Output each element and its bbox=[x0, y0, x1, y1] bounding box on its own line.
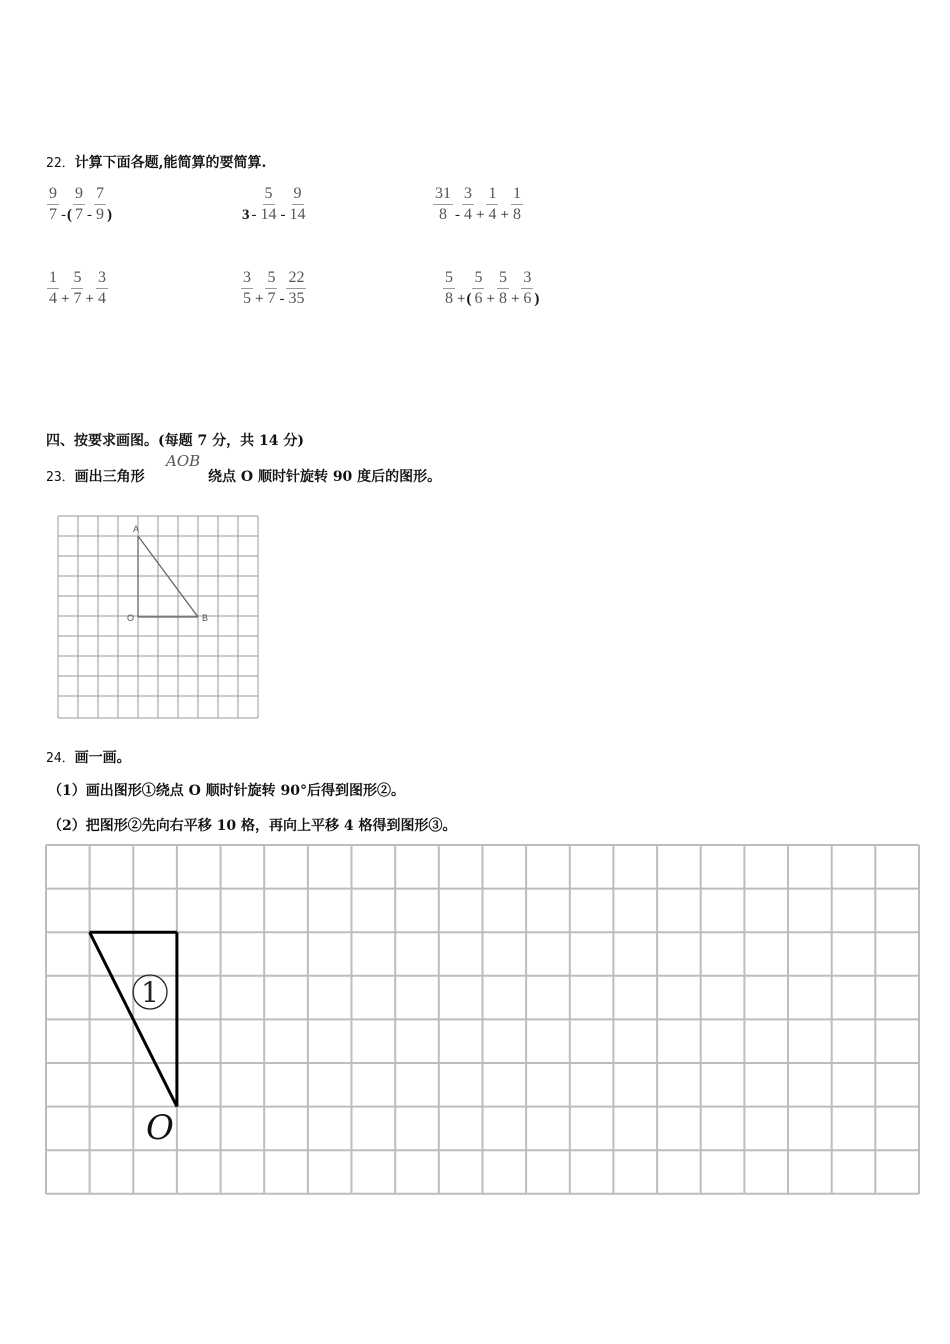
expression-1: $\frac{9}{7}$ - ( $\frac{9}{7}$ - $\frac{7}{9}$ ) bbox=[49, 185, 112, 223]
q24-sub-question-2: （2）把图形②先向右平移 10 格，再向上平移 4 格得到图形③。 bbox=[48, 818, 457, 834]
label-b: B bbox=[202, 613, 209, 623]
expression-5: $\frac{3}{5}$ + $\frac{5}{7}$ - $\frac{22}{35}$ bbox=[243, 269, 305, 307]
section-4-heading: 四、按要求画图。(每题 7 分，共 14 分) bbox=[46, 433, 304, 449]
question-number: 22． bbox=[46, 156, 75, 171]
question-text: 画一画。 bbox=[74, 750, 131, 766]
fraction: $\frac{31}{8}$ bbox=[435, 185, 451, 223]
fraction: $\frac{5}{7}$ bbox=[73, 269, 82, 307]
question-24-title bbox=[46, 747, 131, 767]
fraction: $\frac{1}{8}$ bbox=[512, 185, 521, 223]
expression-2: 3 - $\frac{5}{14}$ - $\frac{9}{14}$ bbox=[242, 185, 306, 223]
label-a: A bbox=[133, 524, 140, 534]
fraction: $\frac{5}{7}$ bbox=[267, 269, 276, 307]
fraction: $\frac{3}{4}$ bbox=[464, 185, 472, 223]
question-text-after: 绕点 O 顺时针旋转 90 度后的图形。 bbox=[208, 469, 442, 485]
circled-1-label bbox=[133, 975, 167, 1009]
fraction: $\frac{5}{6}$ bbox=[474, 269, 483, 307]
q24-grid-figure bbox=[44, 843, 922, 1197]
fraction: $\frac{5}{8}$ bbox=[498, 269, 507, 307]
expression-6: $\frac{5}{8}$ + ( $\frac{5}{6}$ + $\frac{5}{8}$ + $\frac{3}{6}$ ) bbox=[445, 269, 540, 307]
fraction: $\frac{3}{6}$ bbox=[523, 269, 532, 307]
math-label-aob: AOB bbox=[166, 452, 201, 470]
expression-4: $\frac{1}{4}$ + $\frac{5}{7}$ + $\frac{3}{4}$ bbox=[49, 269, 106, 307]
point-o-label: O bbox=[146, 1108, 174, 1148]
fraction: $\frac{9}{7}$ bbox=[49, 185, 57, 223]
question-text: 计算下面各题,能简算的要简算. bbox=[74, 155, 267, 171]
fraction: $\frac{7}{9}$ bbox=[96, 185, 104, 223]
q23-grid-figure bbox=[56, 514, 262, 722]
fraction: $\frac{5}{14}$ bbox=[260, 185, 277, 223]
question-number: 23． bbox=[46, 470, 75, 485]
fraction: $\frac{3}{4}$ bbox=[97, 269, 106, 307]
fraction: $\frac{1}{4}$ bbox=[49, 269, 57, 307]
expression-3: $\frac{31}{8}$ - $\frac{3}{4}$ + $\frac{1}{4}$ + $\frac{1}{8}$ bbox=[435, 185, 521, 223]
question-number: 24． bbox=[46, 751, 75, 766]
question-text-before: 画出三角形 bbox=[74, 469, 145, 485]
question-22-title bbox=[46, 152, 266, 172]
fraction: $\frac{3}{5}$ bbox=[243, 269, 251, 307]
fraction: $\frac{5}{8}$ bbox=[445, 269, 453, 307]
fraction: $\frac{9}{14}$ bbox=[289, 185, 306, 223]
q24-sub-question-1: （1）画出图形①绕点 O 顺时针旋转 90°后得到图形②。 bbox=[48, 783, 406, 799]
label-o: O bbox=[127, 613, 135, 623]
fraction: $\frac{1}{4}$ bbox=[488, 185, 497, 223]
question-23-title bbox=[46, 466, 145, 486]
circled-1-text: 1 bbox=[141, 976, 159, 1009]
fraction: $\frac{9}{7}$ bbox=[75, 185, 83, 223]
fraction: $\frac{22}{35}$ bbox=[288, 269, 305, 307]
